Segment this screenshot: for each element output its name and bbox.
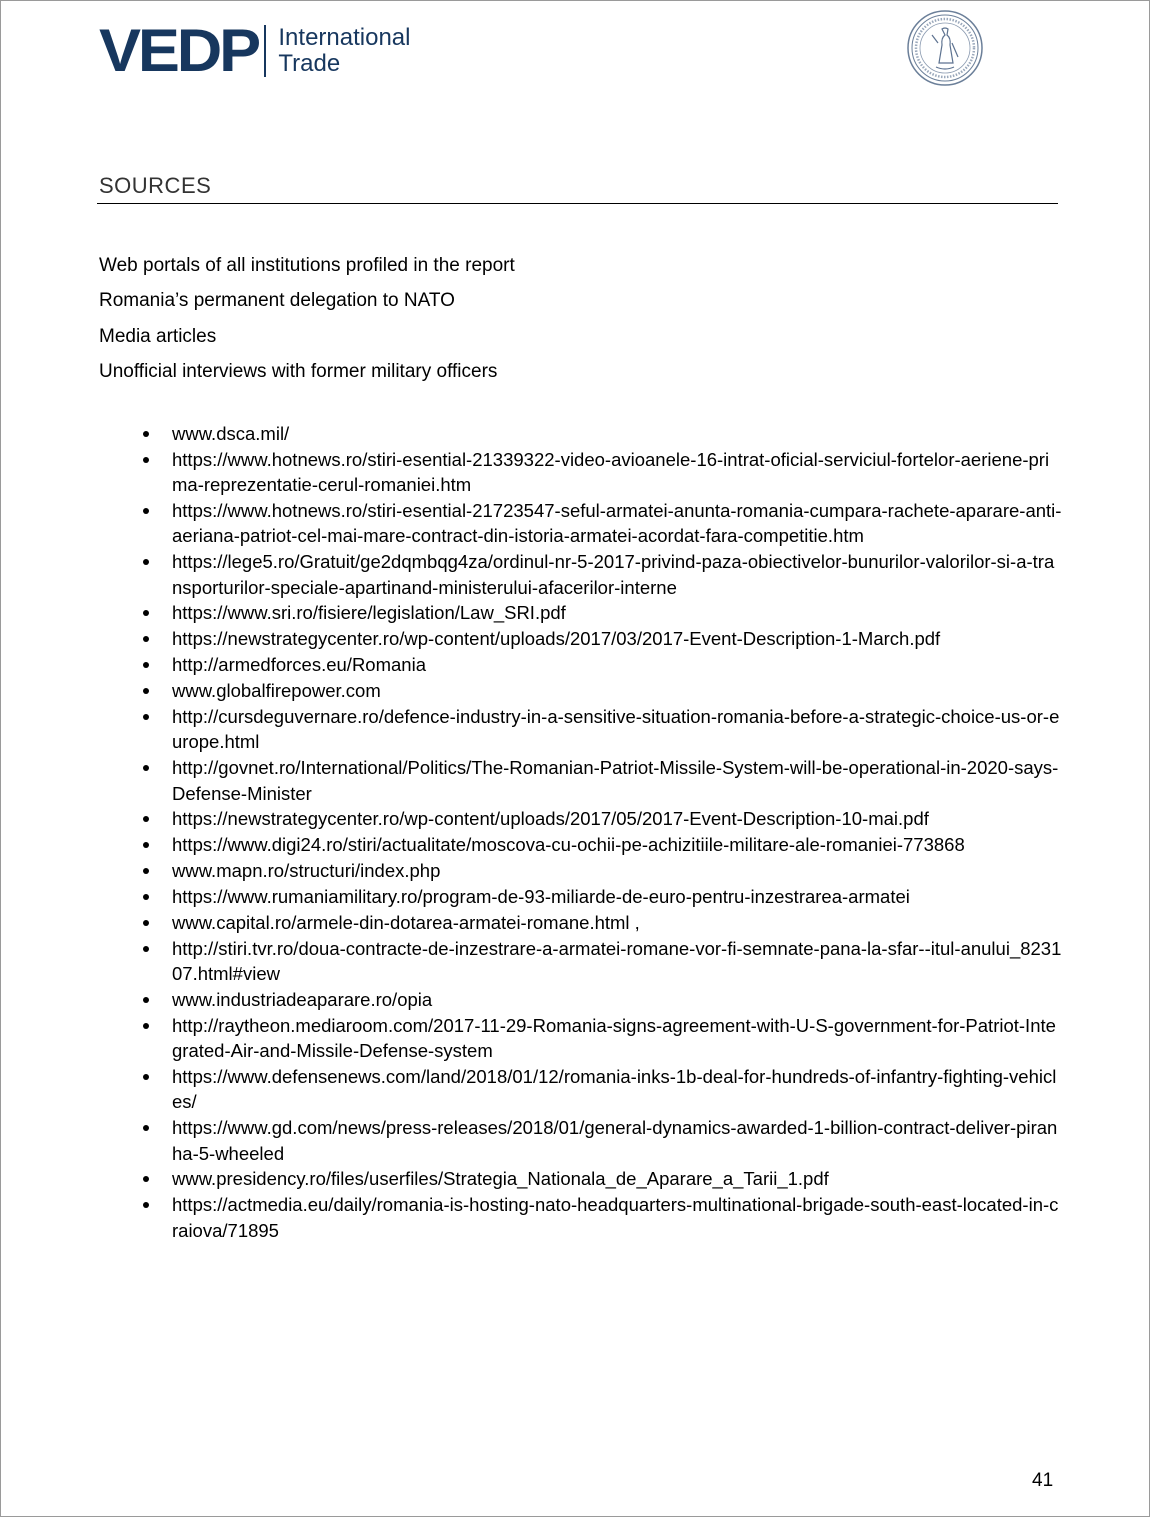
link-item[interactable]: www.mapn.ro/structuri/index.php (172, 858, 1062, 883)
logo-line-1: International (278, 24, 411, 51)
logo-divider (264, 25, 266, 77)
link-item[interactable]: https://www.digi24.ro/stiri/actualitate/moscova-cu-ochii-pe-achizitiile-militare-ale-romaniei-773868 (172, 832, 1062, 857)
link-item[interactable]: https://newstrategycenter.ro/wp-content/uploads/2017/05/2017-Event-Description-10-mai.pdf (172, 806, 1062, 831)
link-item[interactable]: https://www.hotnews.ro/stiri-esential-21339322-video-avioanele-16-intrat-oficial-serviciul-fortelor-aeriene-prima-reprezentatie-cerul-romaniei.htm (172, 447, 1062, 498)
source-item: Web portals of all institutions profiled in the report (99, 255, 515, 276)
link-item[interactable]: https://www.hotnews.ro/stiri-esential-21723547-seful-armatei-anunta-romania-cumpara-rachete-aparare-anti-aeriana-patriot-cel-mai-mare-contract-din-istoria-armatei-acordat-fara-competitie.htm (172, 498, 1062, 549)
virginia-seal-icon (906, 9, 984, 87)
link-item[interactable]: www.dsca.mil/ (172, 421, 1062, 446)
link-item[interactable]: http://govnet.ro/International/Politics/The-Romanian-Patriot-Missile-System-will-be-operational-in-2020-says-Defense-Minister (172, 755, 1062, 806)
link-item[interactable]: http://stiri.tvr.ro/doua-contracte-de-inzestrare-a-armatei-romane-vor-fi-semnate-pana-la-sfar--itul-anului_823107.html#view (172, 936, 1062, 987)
source-item: Unofficial interviews with former military officers (99, 360, 498, 382)
link-item[interactable]: https://www.rumaniamilitary.ro/program-de-93-miliarde-de-euro-pentru-inzestrarea-armatei (172, 884, 1062, 909)
page-number: 41 (1032, 1470, 1054, 1491)
link-item[interactable]: https://www.sri.ro/fisiere/legislation/Law_SRI.pdf (172, 600, 1062, 625)
link-item[interactable]: https://actmedia.eu/daily/romania-is-hosting-nato-headquarters-multinational-brigade-south-east-located-in-craiova/71895 (172, 1192, 1062, 1243)
link-item[interactable]: http://raytheon.mediaroom.com/2017-11-29-Romania-signs-agreement-with-U-S-government-for-Patriot-Integrated-Air-and-Missile-Defense-system (172, 1013, 1062, 1064)
title-underline (97, 203, 1058, 204)
vedp-logo (99, 17, 411, 84)
sources-list (99, 253, 515, 394)
section-title: SOURCES (99, 173, 212, 198)
link-item[interactable]: http://cursdeguvernare.ro/defence-industry-in-a-sensitive-situation-romania-before-a-strategic-choice-us-or-europe.html (172, 704, 1062, 755)
link-item[interactable]: www.globalfirepower.com (172, 678, 1062, 703)
link-item[interactable]: https://lege5.ro/Gratuit/ge2dqmbqg4za/ordinul-nr-5-2017-privind-paza-obiectivelor-bunurilor-valorilor-si-a-transporturilor-speciale-apartinand-ministerului-afacerilor-interne (172, 549, 1062, 600)
link-item[interactable]: https://www.defensenews.com/land/2018/01/12/romania-inks-1b-deal-for-hundreds-of-infantry-fighting-vehicles/ (172, 1064, 1062, 1115)
source-item: Media articles (99, 325, 217, 347)
logo-subtitle (278, 25, 410, 77)
logo-mark: VEDP (99, 17, 258, 84)
link-item[interactable]: https://www.gd.com/news/press-releases/2018/01/general-dynamics-awarded-1-billion-contract-deliver-piranha-5-wheeled (172, 1115, 1062, 1166)
link-item[interactable]: www.industriadeaparare.ro/opia (172, 987, 1062, 1012)
link-item[interactable]: www.capital.ro/armele-din-dotarea-armatei-romane.html , (172, 910, 1062, 935)
link-item[interactable]: www.presidency.ro/files/userfiles/Strategia_Nationala_de_Aparare_a_Tarii_1.pdf (172, 1166, 1062, 1191)
logo-line-2: Trade (278, 50, 341, 77)
links-list (172, 421, 1062, 1244)
link-item[interactable]: http://armedforces.eu/Romania (172, 652, 1062, 677)
link-item[interactable]: https://newstrategycenter.ro/wp-content/uploads/2017/03/2017-Event-Description-1-March.pdf (172, 626, 1062, 651)
source-item: Romania’s permanent delegation to NATO (99, 290, 455, 312)
